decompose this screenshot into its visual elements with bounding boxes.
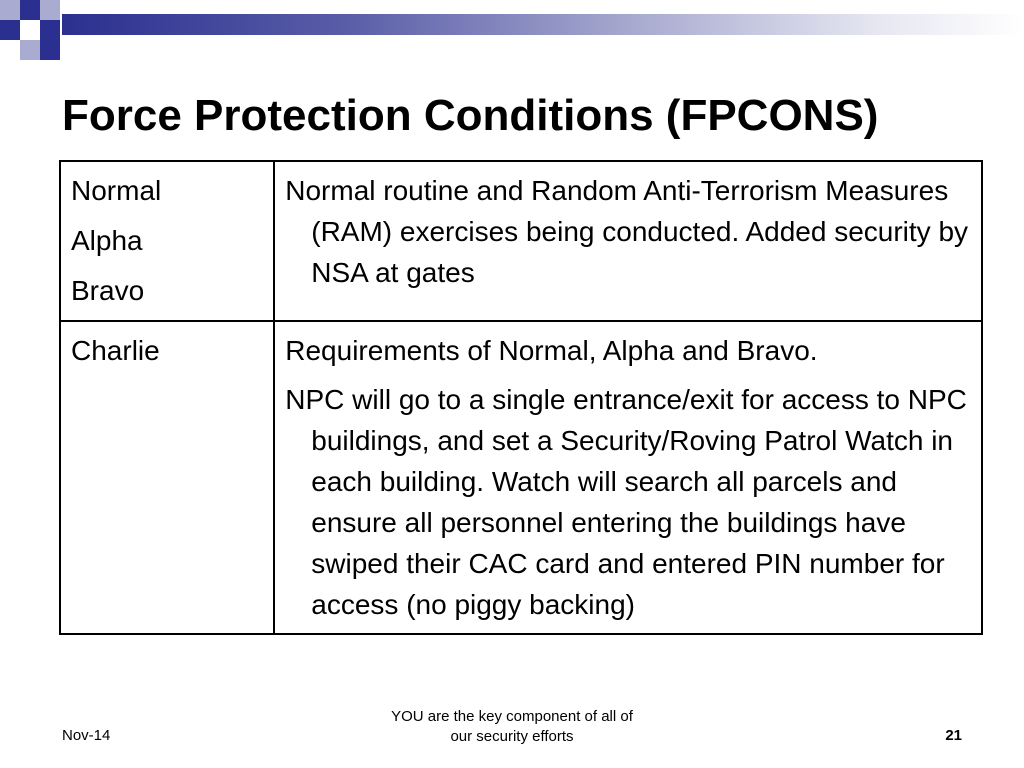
level-label: Charlie [71, 335, 160, 366]
fpcon-levels-cell [60, 161, 274, 321]
description-paragraph: NPC will go to a single entrance/exit for access to NPC buildings, and set a Security/Roving Patrol Watch in each building. Watch will search all parcels and ensure all personnel entering the buildings have swiped their CAC card and entered PIN number for access (no piggy backing) [285, 384, 967, 620]
footer-tagline-line: YOU are the key component of all of [391, 708, 633, 725]
footer-date: Nov-14 [62, 727, 111, 744]
fpcon-description-cell [274, 321, 982, 634]
fpcon-description-cell [274, 161, 982, 321]
header-gradient-bar [62, 14, 1024, 35]
table-row [60, 161, 982, 321]
description-paragraph: Requirements of Normal, Alpha and Bravo. [285, 335, 818, 366]
footer-tagline [362, 707, 662, 747]
fpcon-levels-cell [60, 321, 274, 634]
footer-tagline-line: our security efforts [450, 728, 574, 745]
level-label: Bravo [71, 275, 145, 306]
table-row [60, 321, 982, 634]
level-label: Normal [71, 175, 162, 206]
level-label: Alpha [71, 225, 143, 256]
slide-title: Force Protection Conditions (FPCONS) [62, 91, 879, 140]
description-paragraph: Normal routine and Random Anti-Terrorism Measures (RAM) exercises being conducted. Added security by NSA at gates [285, 175, 969, 288]
fpcon-table [59, 160, 983, 635]
page-number: 21 [945, 727, 962, 744]
